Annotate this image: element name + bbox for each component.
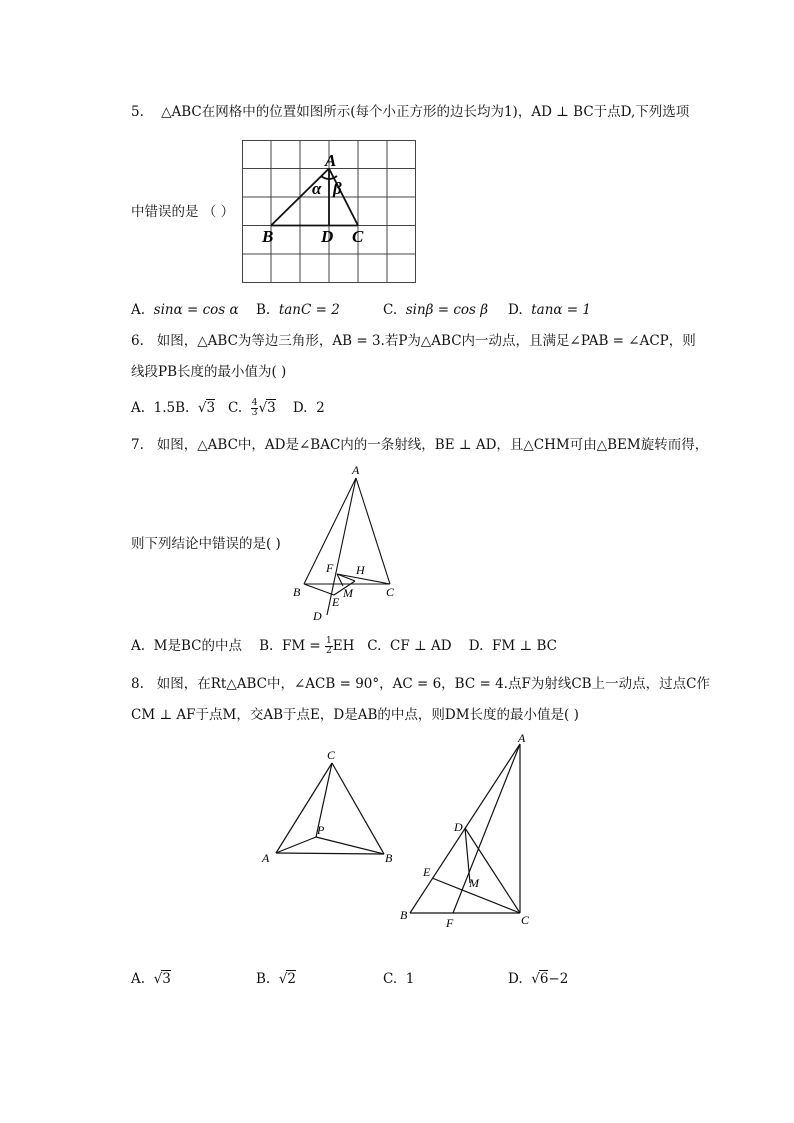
q7-label-a: A bbox=[352, 463, 360, 477]
q8-label-f: F bbox=[446, 916, 454, 930]
q8-stem-text: 如图，在Rt△ABC中，∠ACB = 90°，AC = 6，BC = 4.点F为射线CB上一动点，过点C作 bbox=[156, 676, 710, 692]
q5-label-c: C bbox=[352, 227, 364, 246]
q8-stem-line1 bbox=[131, 675, 710, 693]
q7-option-a[interactable]: A. M是BC的中点 bbox=[131, 638, 242, 654]
q5-label-a: A bbox=[325, 151, 337, 170]
q7-option-c[interactable]: C. CF ⊥ AD bbox=[367, 638, 452, 654]
q8-option-d[interactable]: D. √6−2 bbox=[508, 971, 569, 987]
q5-option-a[interactable]: A. sinα = cos α bbox=[131, 302, 239, 318]
q5-label-beta: β bbox=[333, 179, 342, 198]
q8-label-a: A bbox=[518, 731, 526, 745]
q7-label-b: B bbox=[293, 585, 301, 599]
q7-label-e: E bbox=[332, 595, 340, 609]
q5-label-alpha: α bbox=[312, 179, 322, 198]
q6-option-c[interactable]: C. $\frac{4}{3}$ √3 bbox=[228, 398, 276, 418]
q6-option-b[interactable]: B. √3 bbox=[175, 400, 216, 416]
q8-label-d: D bbox=[454, 820, 463, 834]
q8-option-a[interactable]: A. √3 bbox=[131, 971, 171, 987]
q8-option-b[interactable]: B. √2 bbox=[256, 971, 296, 987]
q7-stem-line2: 则下列结论中错误的是( ) bbox=[131, 536, 281, 552]
q6-options bbox=[131, 399, 325, 418]
q8-label-b: B bbox=[400, 908, 408, 922]
q6-stem-line1 bbox=[131, 332, 696, 350]
q7-label-m: M bbox=[343, 586, 353, 600]
q5-label-b: B bbox=[262, 227, 274, 246]
q8-option-c[interactable]: C. 1 bbox=[383, 971, 415, 987]
q6-option-a[interactable]: A. 1.5 bbox=[131, 400, 176, 416]
q8-number: 8. bbox=[131, 676, 144, 692]
q8-figure bbox=[398, 730, 548, 930]
q5-option-b[interactable]: B. tanC = 2 bbox=[256, 302, 340, 318]
q5-stem-text: △ABC在网格中的位置如图所示(每个小正方形的边长均为1)，AD ⊥ BC于点D,下列选项 bbox=[161, 104, 690, 120]
q8-label-e: E bbox=[423, 865, 431, 879]
q5-stem-line2: 中错误的是 （ ） bbox=[131, 204, 235, 220]
q7-label-d: D bbox=[313, 609, 322, 623]
q7-number: 7. bbox=[131, 437, 144, 453]
q8-stem-line2: CM ⊥ AF于点M，交AB于点E，D是AB的中点，则DM长度的最小值是( ) bbox=[131, 707, 579, 723]
q7-options bbox=[131, 637, 557, 656]
q5-option-c[interactable]: C. sinβ = cos β bbox=[383, 302, 489, 318]
q5-stem-line1 bbox=[131, 103, 689, 121]
q7-figure bbox=[290, 463, 410, 623]
q7-option-b[interactable]: B. FM = $\frac{1}{2}$ EH bbox=[259, 636, 355, 656]
q6-label-p: P bbox=[317, 823, 325, 837]
q7-label-h: H bbox=[356, 563, 365, 577]
q5-option-d[interactable]: D. tanα = 1 bbox=[508, 302, 592, 318]
q7-label-c: C bbox=[386, 585, 395, 599]
q6-label-b: B bbox=[385, 851, 393, 865]
q7-stem-line1 bbox=[131, 436, 708, 454]
q6-label-c: C bbox=[327, 748, 336, 762]
q7-label-f: F bbox=[326, 561, 334, 575]
q5-label-d: D bbox=[321, 227, 334, 246]
q6-stem-text: 如图，△ABC为等边三角形，AB = 3.若P为△ABC内一动点，且满足∠PAB = ∠ACP，则 bbox=[156, 333, 696, 349]
q6-figure bbox=[258, 748, 398, 868]
q6-stem-line2: 线段PB长度的最小值为( ) bbox=[131, 364, 287, 380]
q5-grid-figure bbox=[242, 140, 417, 285]
q7-stem-text: 如图，△ABC中，AD是∠BAC内的一条射线，BE ⊥ AD，且△CHM可由△BEM旋转而得， bbox=[156, 437, 709, 453]
q6-label-a: A bbox=[262, 851, 270, 865]
q8-label-c: C bbox=[521, 913, 530, 927]
q7-option-d[interactable]: D. FM ⊥ BC bbox=[468, 638, 557, 654]
q6-option-d[interactable]: D. 2 bbox=[292, 400, 325, 416]
q5-number: 5. bbox=[131, 104, 144, 120]
q8-label-m: M bbox=[469, 876, 479, 890]
q6-number: 6. bbox=[131, 333, 144, 349]
